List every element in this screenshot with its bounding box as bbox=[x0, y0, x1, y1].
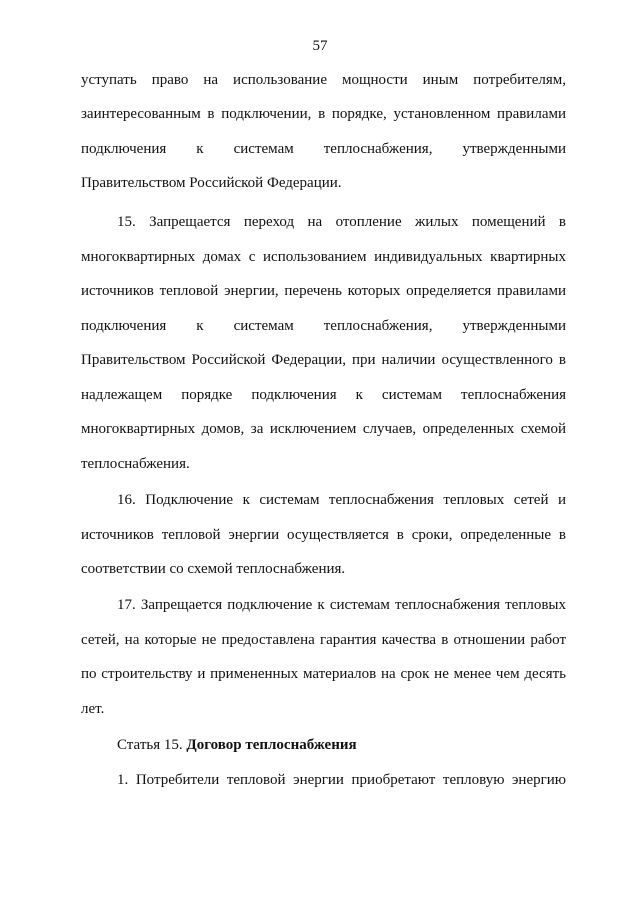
text-line: по строительству и примененных материалов на срок не менее чем десять bbox=[81, 666, 566, 682]
text-line: многоквартирных домов, за исключением случаев, определенных схемой bbox=[81, 421, 566, 437]
text-line: источников тепловой энергии осуществляется в сроки, определенные в bbox=[81, 527, 566, 543]
text-line: Правительством Российской Федерации. bbox=[81, 175, 342, 191]
text-line: 15. Запрещается переход на отопление жилых помещений в bbox=[117, 214, 566, 230]
article-number: Статья 15. bbox=[117, 737, 183, 753]
text-line: подключения к системам теплоснабжения, утвержденными bbox=[81, 318, 566, 334]
text-line: 1. Потребители тепловой энергии приобретают тепловую энергию bbox=[117, 772, 566, 788]
text-line: лет. bbox=[81, 701, 105, 717]
text-line: подключения к системам теплоснабжения, утвержденными bbox=[81, 141, 566, 157]
text-line: теплоснабжения. bbox=[81, 456, 190, 472]
text-line: многоквартирных домах с использованием индивидуальных квартирных bbox=[81, 249, 566, 265]
text-line: соответствии со схемой теплоснабжения. bbox=[81, 561, 346, 577]
text-line: 16. Подключение к системам теплоснабжения тепловых сетей и bbox=[117, 492, 566, 508]
page-number: 57 bbox=[312, 38, 328, 54]
text-line: сетей, на которые не предоставлена гарантия качества в отношении работ bbox=[81, 632, 566, 648]
text-line: 17. Запрещается подключение к системам теплоснабжения тепловых bbox=[117, 597, 566, 613]
text-line: заинтересованным в подключении, в порядке, установленном правилами bbox=[81, 106, 566, 122]
text-line: Правительством Российской Федерации, при наличии осуществленного в bbox=[81, 352, 566, 368]
text-line: уступать право на использование мощности иным потребителям, bbox=[81, 72, 566, 88]
text-line: надлежащем порядке подключения к системам теплоснабжения bbox=[81, 387, 566, 403]
text-line: источников тепловой энергии, перечень которых определяется правилами bbox=[81, 283, 566, 299]
article-title: Договор теплоснабжения bbox=[186, 737, 357, 753]
article-heading bbox=[117, 736, 566, 754]
